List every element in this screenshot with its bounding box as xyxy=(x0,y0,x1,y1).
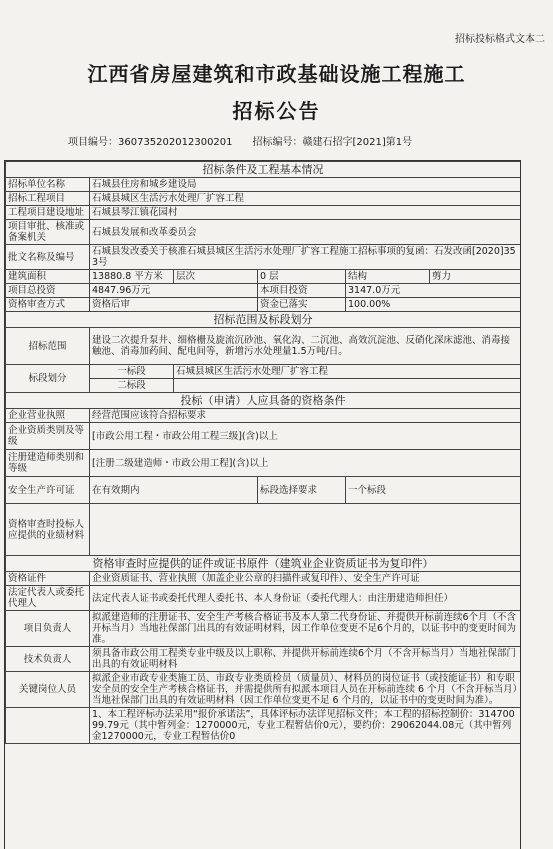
perf-value xyxy=(90,504,521,556)
bid-note: 1、本工程评标办法采用“报价承诺法”，具体评标办法详见招标文件；本工程的招标控制价：31470099.79元（其中暂列金：1270000元，专业工程暂估价0元），要约价：29062044.08元（其中暂列金1270000元，专业工程暂估价0 xyxy=(90,708,521,744)
invest-label: 项目总投资 xyxy=(6,284,90,298)
table-row xyxy=(6,672,521,708)
this-invest-value: 3147.0万元 xyxy=(346,284,521,298)
section-scope-heading: 招标范围及标段划分 xyxy=(6,312,521,328)
area-value: 13880.8 平方米 xyxy=(90,270,174,284)
scope-value: 建设二次提升泵井、细格栅及旋流沉砂池、氧化沟、二沉池、高效沉淀池、反硝化深床滤池、消毒接触池、消毒加药间、配电间等，新增污水处理量1.5万吨/日。 xyxy=(90,328,521,365)
engineer-label: 注册建造师类别和等级 xyxy=(6,450,90,477)
table-row xyxy=(6,328,521,365)
table-row xyxy=(6,178,521,192)
lot1-name: 一标段 xyxy=(90,365,174,379)
row-value: 石城县发展和改革委员会 xyxy=(90,220,521,245)
table-row xyxy=(6,220,521,245)
doc-row-label: 资格证件 xyxy=(6,572,90,586)
doc-row-value: 拟派建造师的注册证书、安全生产考核合格证书及本人第二代身份证、并提供开标前连续6个月（不含开标当月）当地社保部门出具的有效证明材料，因工作单位变更不足6个月的，以证书中的变更时间为准。 xyxy=(90,611,521,647)
row-value: 石城县城区生活污水处理厂扩容工程 xyxy=(90,192,521,206)
safety-value: 在有效期内 xyxy=(90,477,258,504)
row-value: 石城县发改委关于核准石城县城区生活污水处理厂扩容工程施工招标事项的复函：石发改函[2020]353号 xyxy=(90,245,521,270)
table-row xyxy=(6,192,521,206)
form-table xyxy=(5,161,521,744)
announcement-form xyxy=(4,160,521,849)
doc-row-label: 法定代表人或委托代理人 xyxy=(6,586,90,611)
license-label: 企业营业执照 xyxy=(6,409,90,423)
section-conditions-heading: 招标条件及工程基本情况 xyxy=(6,162,521,178)
perf-label: 资格审查时投标人应提供的业绩材料 xyxy=(6,504,90,556)
safety-label: 安全生产许可证 xyxy=(6,477,90,504)
lot-label: 标段划分 xyxy=(6,365,90,393)
row-label: 批文名称及编号 xyxy=(6,245,90,270)
lot-req-value: 一个标段 xyxy=(346,477,521,504)
section-documents-heading: 资格审查时应提供的证件或证书原件（建筑业企业资质证书为复印件） xyxy=(6,556,521,572)
row-label: 招标工程项目 xyxy=(6,192,90,206)
this-invest-label: 本项目投资 xyxy=(258,284,346,298)
table-row xyxy=(6,611,521,647)
table-row xyxy=(6,423,521,450)
table-row xyxy=(6,206,521,220)
doc-row-label: 关键岗位人员 xyxy=(6,672,90,708)
table-row xyxy=(6,409,521,423)
engineer-value: [注册二级建造师・市政公用工程](含)以上 xyxy=(90,450,521,477)
table-row xyxy=(6,477,521,504)
invest-value: 4847.96万元 xyxy=(90,284,258,298)
row-value: 石城县琴江镇花园村 xyxy=(90,206,521,220)
license-value: 经营范围应该符合招标要求 xyxy=(90,409,521,423)
funds-label: 资金已落实 xyxy=(258,298,346,312)
table-row xyxy=(6,647,521,672)
review-label: 资格审查方式 xyxy=(6,298,90,312)
row-label: 招标单位名称 xyxy=(6,178,90,192)
floors-label: 层次 xyxy=(174,270,258,284)
table-row xyxy=(6,586,521,611)
project-no: 36073520201230020​1 xyxy=(118,137,233,148)
doc-row-value: 法定代表人证书或委托代理人委托书、本人身份证（委托代理人：由注册建造师担任） xyxy=(90,586,521,611)
document-title: 江西省房屋建筑和市政基础设施工程施工 xyxy=(87,62,466,86)
quali-label: 企业资质类别及等级 xyxy=(6,423,90,450)
lot2-value xyxy=(174,379,521,393)
review-value: 资格后审 xyxy=(90,298,258,312)
lot1-value: 石城县城区生活污水处理厂扩容工程 xyxy=(174,365,521,379)
doc-row-value: 须具备市政公用工程类专业中级及以上职称、并提供开标前连续6个月（不含开标当月）当地社保部门出具的有效证明材料 xyxy=(90,647,521,672)
quali-value: [市政公用工程・市政公用工程三级](含)以上 xyxy=(90,423,521,450)
table-row xyxy=(6,298,521,312)
project-no-label: 项目编号： xyxy=(68,137,118,148)
note-spacer xyxy=(6,708,90,744)
doc-row-value: 企业资质证书、营业执照（加盖企业公章的扫描件或复印件）、安全生产许可证 xyxy=(90,572,521,586)
document-subtitle: 招标公告 xyxy=(232,99,321,123)
table-row xyxy=(6,245,521,270)
table-row xyxy=(6,450,521,477)
scope-label: 招标范围 xyxy=(6,328,90,365)
floors-value: 0 层 xyxy=(258,270,346,284)
table-row xyxy=(6,284,521,298)
table-row xyxy=(6,270,521,284)
doc-row-value: 拟派企业市政专业类施工员、市政专业类质检员（质量员）、材料员的岗位证书（或技能证书）和专职安全员的安全生产考核合格证书，并需提供所有拟派本项目人员在开标前连续 6 个月（不含开标当月）当地社保部门出具的有效证明材料（因工作单位变更不足 6 个月的，以证书中的变更时间为准）。 xyxy=(90,672,521,708)
table-row xyxy=(6,365,521,379)
row-value: 石城县住房和城乡建设局 xyxy=(90,178,521,192)
document-type-label: 招标投标格式文本二 xyxy=(455,34,545,45)
row-label: 项目审批、核准或备案机关 xyxy=(6,220,90,245)
area-label: 建筑面积 xyxy=(6,270,90,284)
tender-no-label: 招标编号： xyxy=(252,137,303,148)
tender-no: 赣建石招字[2021]第1号 xyxy=(302,137,413,148)
table-row xyxy=(6,572,521,586)
lot2-name: 二标段 xyxy=(90,379,174,393)
doc-row-label: 项目负责人 xyxy=(6,611,90,647)
funds-value: 100.00% xyxy=(346,298,521,312)
table-row xyxy=(6,708,521,744)
table-row xyxy=(6,504,521,556)
structure-value: 剪力 xyxy=(430,270,521,284)
row-label: 工程项目建设地址 xyxy=(6,206,90,220)
lot-req-label: 标段选择要求 xyxy=(258,477,346,504)
structure-label: 结构 xyxy=(346,270,430,284)
document-meta xyxy=(68,133,412,148)
section-qualification-heading: 投标（申请）人应具备的资格条件 xyxy=(6,393,521,409)
doc-row-label: 技术负责人 xyxy=(6,647,90,672)
